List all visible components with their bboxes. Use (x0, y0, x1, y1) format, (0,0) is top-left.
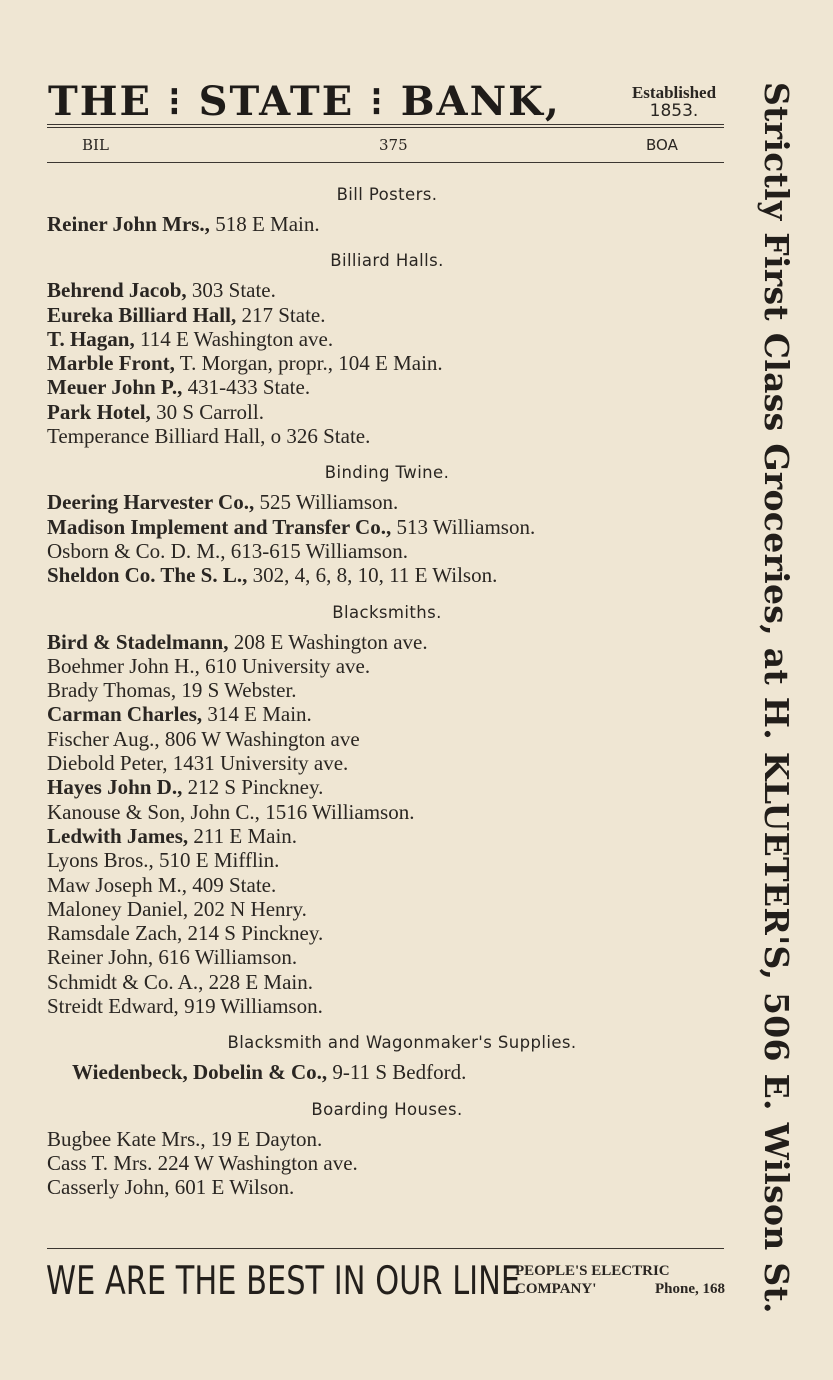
listing-name: Eureka Billiard Hall, (47, 302, 237, 327)
listing-entry (47, 897, 727, 921)
listing-entry (47, 515, 727, 539)
listing-entry (47, 775, 727, 799)
page-number: 375 (379, 136, 408, 154)
listing-name: Streidt Edward, (47, 994, 179, 1019)
listing-address: 518 E Main. (215, 212, 320, 236)
listing-name: T. Hagan, (47, 326, 135, 351)
listing-address: 314 E Main. (207, 702, 312, 727)
listing-name: Cass T. Mrs. (47, 1150, 153, 1175)
header-rule-top (47, 124, 724, 125)
business-listings (47, 178, 727, 1200)
footer-company-line1: PEOPLE'S ELECTRIC (515, 1263, 670, 1279)
listing-entry (47, 921, 727, 945)
listing-entry (47, 751, 727, 775)
listing-entry (47, 563, 727, 587)
listing-name: Bird & Stadelmann, (47, 629, 229, 654)
listing-address: 214 S Pinckney. (187, 921, 324, 946)
footer-company-line2: COMPANY' (515, 1281, 597, 1297)
listing-address: 224 W Washington ave. (157, 1150, 358, 1175)
listing-address: 513 Williamson. (396, 514, 536, 539)
listing-address: 217 State. (241, 302, 326, 327)
listing-name: Casserly John, (47, 1175, 170, 1200)
listing-name: Sheldon Co. The S. L., (47, 563, 248, 588)
listing-name: Brady Thomas, (47, 678, 177, 703)
listing-entry (47, 994, 727, 1018)
listing-entry (47, 873, 727, 897)
listing-entry (47, 212, 727, 236)
listing-entry (47, 654, 727, 678)
listing-address: 601 E Wilson. (174, 1175, 295, 1200)
listing-entry (47, 278, 727, 302)
category-heading: Blacksmith and Wagonmaker's Supplies. (227, 1033, 577, 1053)
listing-entry (47, 824, 727, 848)
listing-name: Carman Charles, (47, 702, 203, 727)
bank-advertisement-title: THE ⁝ STATE ⁝ BANK, (48, 78, 561, 125)
listing-name: Madison Implement and Transfer Co., (47, 514, 392, 539)
category-heading: Binding Twine. (324, 463, 450, 483)
listing-address: 212 S Pinckney. (187, 775, 324, 800)
listing-name: Wiedenbeck, Dobelin & Co., (72, 1060, 328, 1085)
listing-entry (47, 375, 727, 399)
listing-entry (47, 727, 727, 751)
listing-name: Ramsdale Zach, (47, 921, 183, 946)
listing-entry (47, 970, 727, 994)
listing-name: Bugbee Kate Mrs., (47, 1126, 206, 1151)
footer-company-ad (515, 1262, 725, 1298)
listing-entry (47, 1060, 727, 1084)
listing-address: 1431 University ave. (172, 751, 349, 776)
listing-entry (47, 1175, 727, 1199)
category-heading: Bill Posters. (336, 185, 438, 204)
listing-entry (47, 303, 727, 327)
listing-entry (47, 400, 727, 424)
section-gap (47, 1085, 727, 1093)
listing-name: Maw Joseph M., (47, 872, 187, 897)
listing-name: Behrend Jacob, (47, 278, 187, 303)
section-gap (47, 588, 727, 596)
listing-address: 409 State. (192, 872, 277, 897)
listing-entry (47, 351, 727, 375)
listing-address: T. Morgan, propr., 104 E Main. (179, 351, 443, 376)
listing-entry (47, 630, 727, 654)
listing-address: 202 N Henry. (193, 896, 307, 921)
category-heading: Boarding Houses. (311, 1099, 463, 1119)
running-head-right: BOA (646, 136, 678, 154)
running-head-left: BIL (82, 136, 109, 154)
listing-address: 525 Williamson. (259, 490, 399, 515)
footer-slogan: WE ARE THE BEST IN OUR LINE (46, 1259, 521, 1304)
listing-name: Boehmer John H., (47, 653, 200, 678)
listing-address: 1516 Williamson. (265, 799, 415, 824)
footer-phone: Phone, 168 (654, 1281, 725, 1297)
category-heading: Blacksmiths. (332, 602, 442, 622)
running-head-rule (47, 162, 724, 163)
section-gap (47, 236, 727, 244)
established-label: Established (631, 83, 717, 102)
listing-entry (47, 848, 727, 872)
listing-address: 114 E Washington ave. (139, 326, 334, 351)
listing-address: 303 State. (191, 278, 276, 303)
listing-name: Temperance Billiard Hall, (47, 424, 266, 449)
listing-entry (47, 1127, 727, 1151)
listing-address: 228 E Main. (208, 969, 314, 994)
listing-address: 806 W Washington ave (164, 726, 360, 751)
listing-address: 19 S Webster. (181, 678, 297, 703)
listing-name: Diebold Peter, (47, 751, 168, 776)
listing-name: Fischer Aug., (47, 726, 160, 751)
listing-address: 431-433 State. (187, 375, 311, 400)
listing-address: o 326 State. (270, 424, 371, 449)
side-advertisement-text: Strictly First Class Groceries, at H. KLUETER'S, 506 E. Wilson St. (757, 82, 796, 1314)
established-year: 1853. (649, 101, 699, 121)
listing-entry (47, 327, 727, 351)
listing-name: Deering Harvester Co., (47, 490, 255, 515)
listing-address: 19 E Dayton. (210, 1126, 323, 1151)
listing-address: 610 University ave. (205, 653, 371, 678)
listing-entry (47, 424, 727, 448)
listing-address: 30 S Carroll. (156, 399, 264, 424)
listing-name: Schmidt & Co. A., (47, 969, 204, 994)
section-gap (47, 448, 727, 456)
listing-name: Ledwith James, (47, 823, 189, 848)
established-notice (622, 84, 726, 120)
listing-entry (47, 702, 727, 726)
listing-address: 616 Williamson. (158, 945, 298, 970)
footer-rule (47, 1248, 724, 1249)
side-advertisement (756, 82, 796, 1312)
listing-entry (47, 800, 727, 824)
listing-name: Lyons Bros., (47, 848, 154, 873)
listing-name: Reiner John Mrs., (47, 212, 210, 236)
listing-address: 510 E Mifflin. (159, 848, 280, 873)
listing-address: 9-11 S Bedford. (332, 1060, 467, 1085)
listing-entry (47, 539, 727, 563)
listing-name: Meuer John P., (47, 375, 183, 400)
listing-address: 208 E Washington ave. (233, 629, 428, 654)
listing-address: 919 Williamson. (184, 994, 323, 1019)
listing-name: Reiner John, (47, 945, 154, 970)
listing-entry (47, 678, 727, 702)
listing-name: Hayes John D., (47, 775, 183, 800)
section-gap (47, 1018, 727, 1026)
listing-name: Maloney Daniel, (47, 896, 189, 921)
listing-address: 211 E Main. (193, 823, 298, 848)
listing-address: 302, 4, 6, 8, 10, 11 E Wilson. (252, 563, 498, 588)
category-heading: Billiard Halls. (330, 251, 444, 271)
header-rule-bottom (47, 127, 724, 128)
listing-name: Marble Front, (47, 351, 175, 376)
listing-name: Osborn & Co. D. M., (47, 538, 226, 563)
listing-name: Park Hotel, (47, 399, 151, 424)
listing-address: 613-615 Williamson. (230, 538, 409, 563)
listing-entry (47, 490, 727, 514)
listing-entry (47, 1151, 727, 1175)
listing-entry (47, 945, 727, 969)
listing-name: Kanouse & Son, John C., (47, 799, 260, 824)
